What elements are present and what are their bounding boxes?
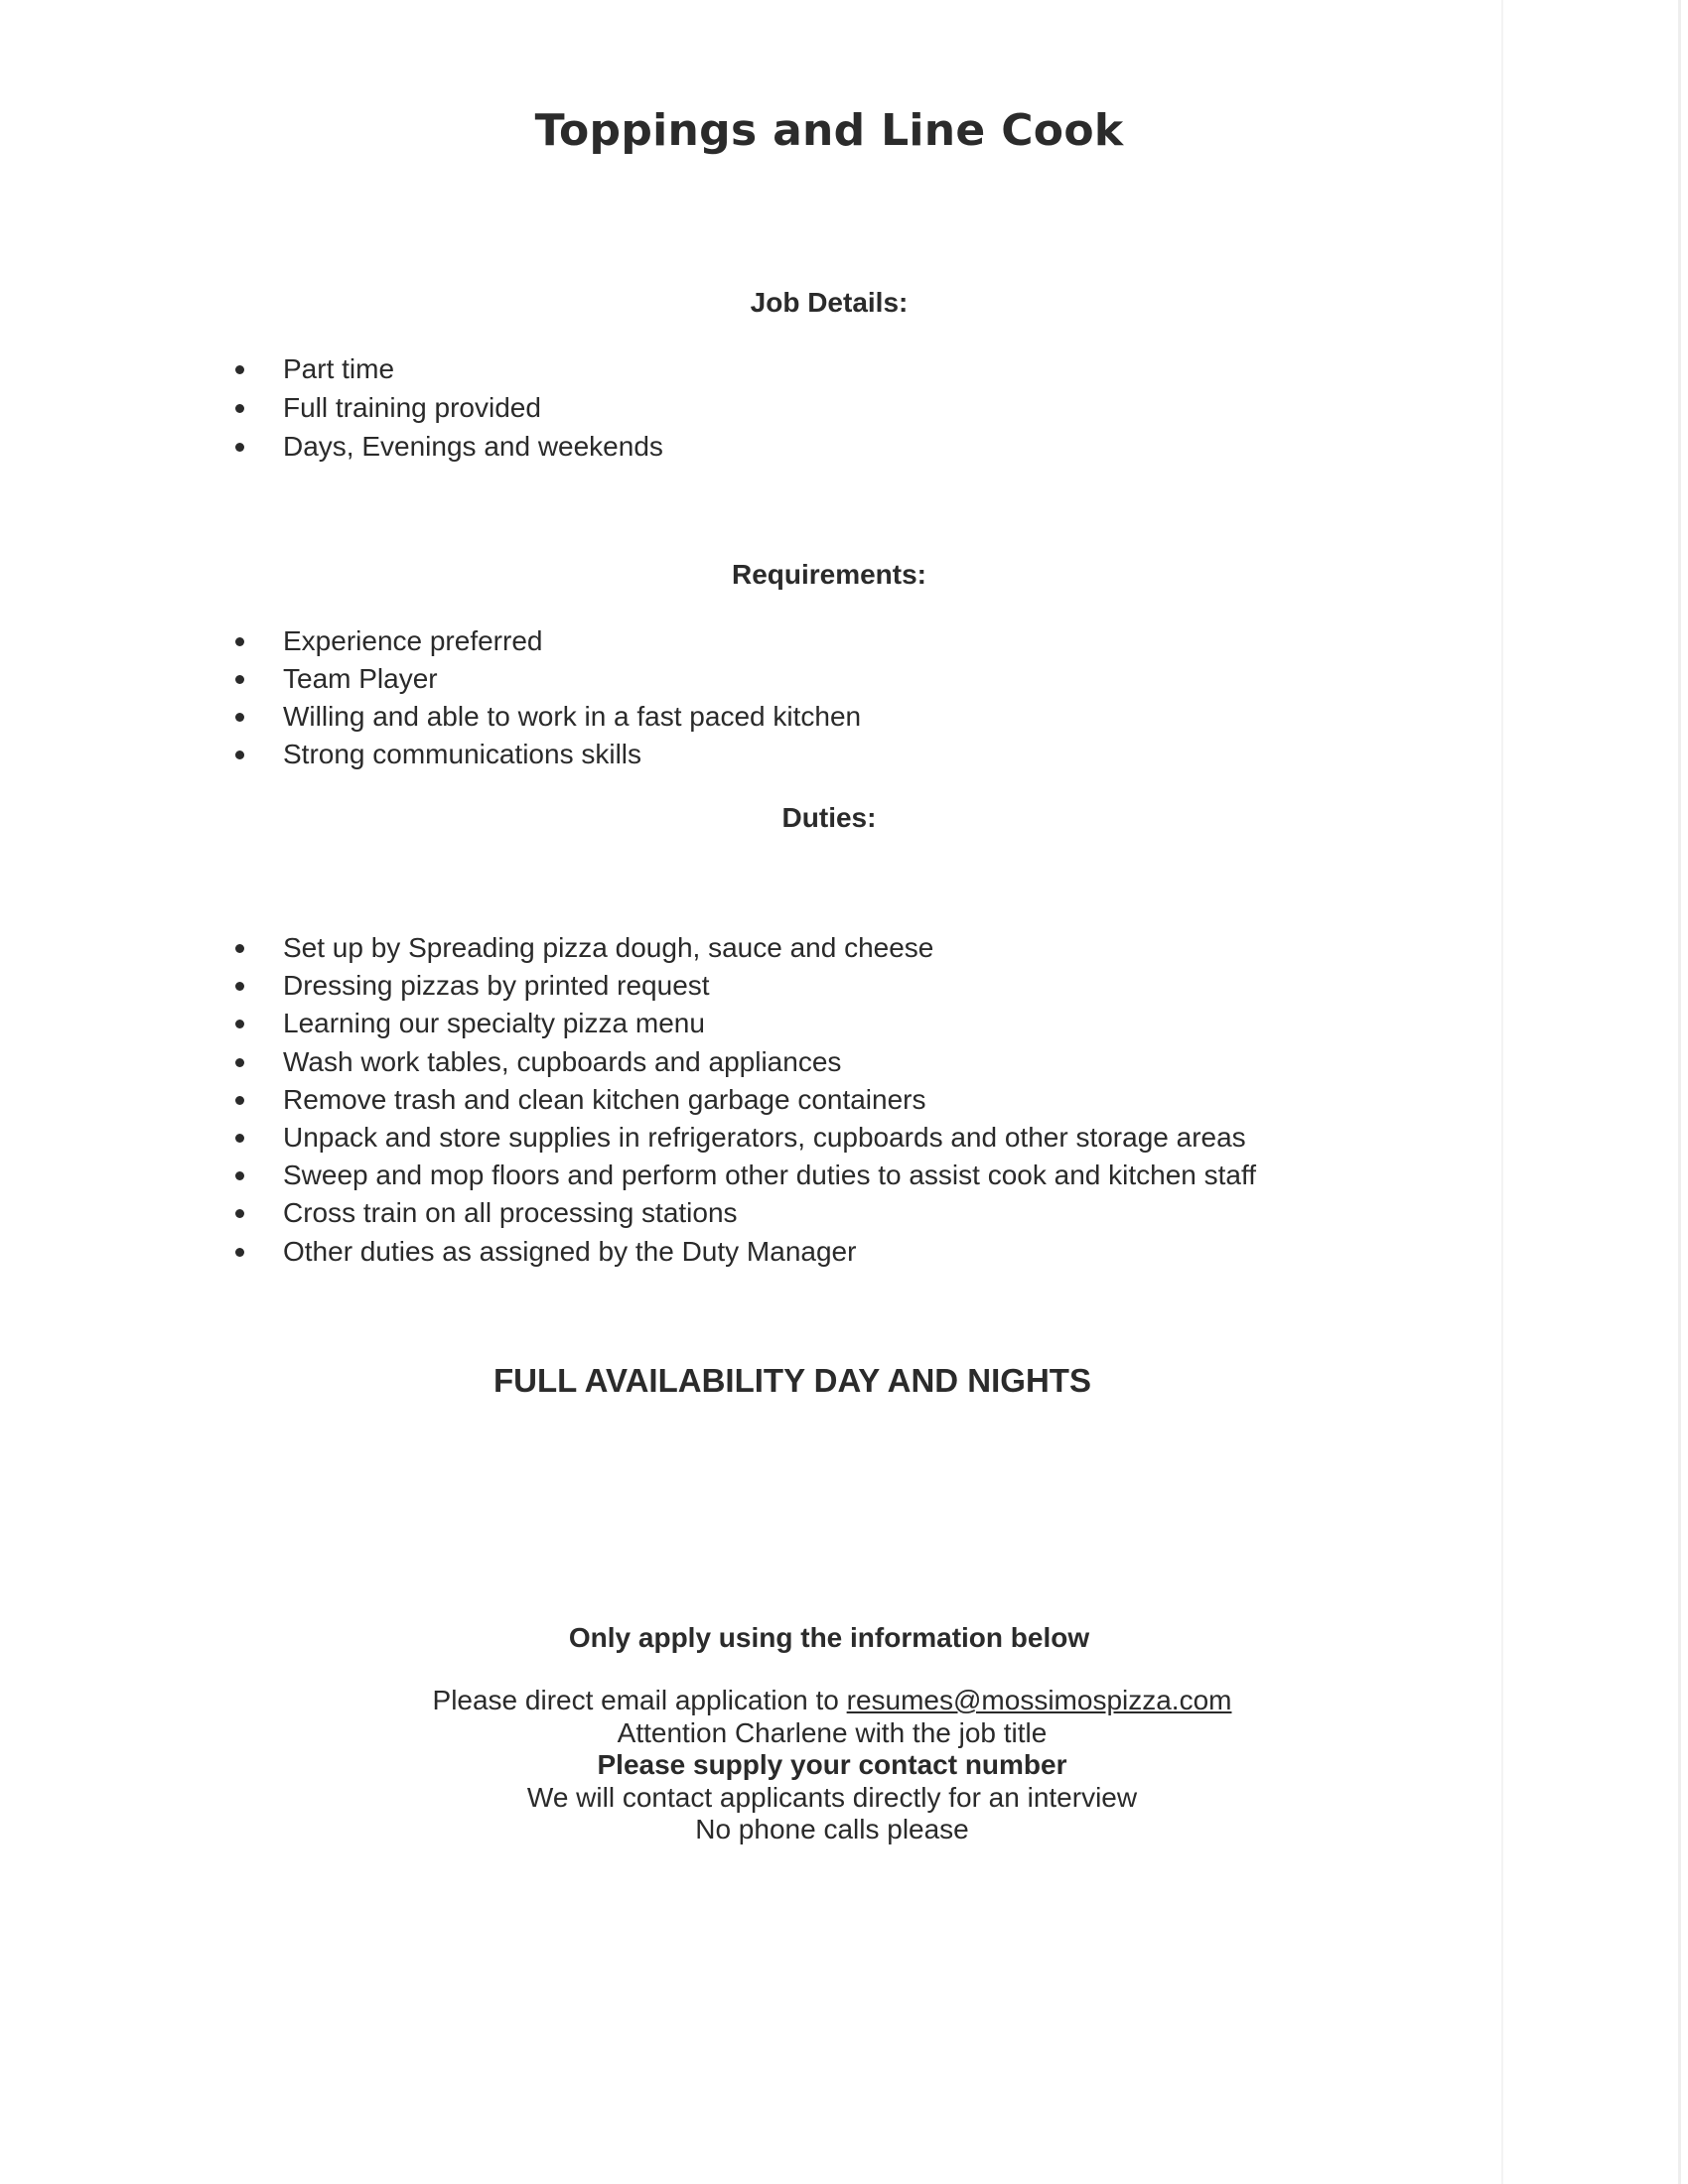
bullet-icon — [235, 944, 244, 953]
bullet-icon — [235, 713, 244, 722]
bullet-icon — [235, 982, 244, 991]
bullet-icon — [235, 1020, 244, 1028]
attention-line: Attention Charlene with the job title — [617, 1716, 1048, 1748]
list-item: Learning our specialty pizza menu — [231, 1005, 1256, 1042]
list-item: Experience preferred — [231, 622, 861, 660]
list-item: Sweep and mop floors and perform other duties to assist cook and kitchen staff — [231, 1157, 1256, 1194]
list-item: Full training provided — [231, 388, 663, 427]
bullet-icon — [235, 365, 244, 374]
email-link[interactable]: resumes@mossimospizza.com — [846, 1685, 1232, 1715]
bullet-icon — [235, 404, 244, 413]
apply-heading: Only apply using the information below — [568, 1622, 1090, 1653]
contact-number-line: Please supply your contact number — [597, 1749, 1067, 1780]
list-item: Dressing pizzas by printed request — [231, 967, 1256, 1005]
list-item: Strong communications skills — [231, 736, 861, 773]
scan-edge-shadow — [1501, 0, 1503, 2184]
page-title: Toppings and Line Cook — [534, 105, 1124, 156]
email-instruction-line — [0, 1685, 1664, 1717]
bullet-icon — [235, 1209, 244, 1218]
scan-edge-shadow — [1678, 0, 1681, 2184]
contact-info — [0, 1685, 1664, 1846]
job-details-list — [231, 349, 663, 466]
email-prefix: Please direct email application to — [432, 1685, 847, 1715]
no-calls-line: No phone calls please — [695, 1814, 969, 1844]
availability-notice: FULL AVAILABILITY DAY AND NIGHTS — [493, 1362, 1091, 1399]
bullet-icon — [235, 1171, 244, 1180]
bullet-icon — [235, 1096, 244, 1105]
bullet-icon — [235, 751, 244, 759]
bullet-icon — [235, 637, 244, 646]
list-item: Remove trash and clean kitchen garbage containers — [231, 1081, 1256, 1119]
job-details-heading: Job Details: — [750, 287, 909, 318]
duties-heading: Duties: — [781, 802, 877, 833]
list-item: Willing and able to work in a fast paced kitchen — [231, 698, 861, 736]
bullet-icon — [235, 1134, 244, 1143]
list-item: Part time — [231, 349, 663, 388]
requirements-heading: Requirements: — [731, 559, 927, 590]
list-item: Cross train on all processing stations — [231, 1194, 1256, 1232]
bullet-icon — [235, 1058, 244, 1067]
bullet-icon — [235, 443, 244, 452]
interview-line: We will contact applicants directly for an interview — [526, 1781, 1138, 1813]
list-item: Unpack and store supplies in refrigerators, cupboards and other storage areas — [231, 1119, 1256, 1157]
requirements-list — [231, 622, 861, 773]
duties-list — [231, 929, 1256, 1271]
bullet-icon — [235, 675, 244, 684]
list-item: Other duties as assigned by the Duty Manager — [231, 1233, 1256, 1271]
list-item: Team Player — [231, 660, 861, 698]
list-item: Wash work tables, cupboards and appliances — [231, 1043, 1256, 1081]
bullet-icon — [235, 1248, 244, 1257]
list-item: Days, Evenings and weekends — [231, 427, 663, 466]
list-item: Set up by Spreading pizza dough, sauce and cheese — [231, 929, 1256, 967]
